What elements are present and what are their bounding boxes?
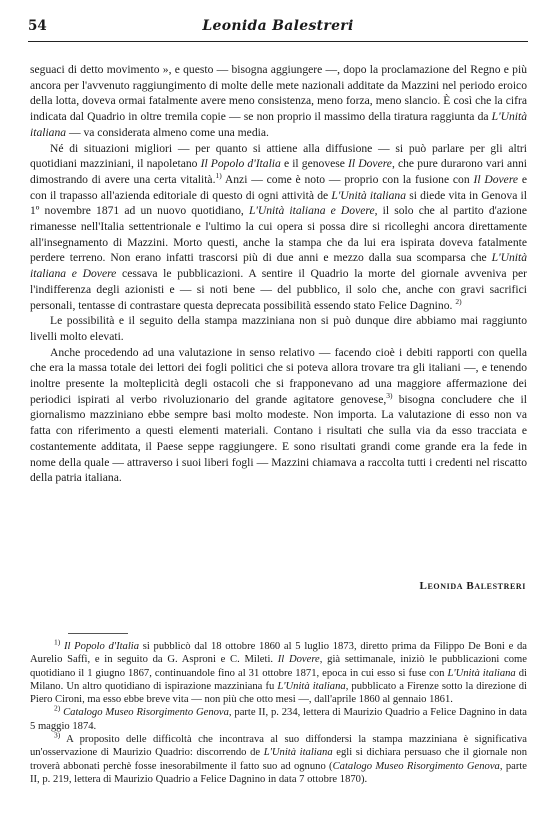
footnote-ref-2: 2) bbox=[455, 296, 462, 306]
footnote-1: $^{1)}$ Il Popolo d'Italia si pubblicò dal 18 ottobre 1860 al 5 luglio 1873, diretto prima da Filippo De Boni e da Aurelio Saffi, e in seguito da G. Asproni e C. Mileti. Il Dovere, già settimanale, iniziò le pubblicazioni come quotidiano il 1 giugno 1867, continuandole fino al 31 ottobre 1871, epoca in cui esso si fuse con L'Unità italiana di Milano. Un altro quotidiano di ispirazione mazziniana fu L'Unità italiana, pubblicato a Firenze sotto la direzione di Piero Cironi, ma esso ebbe breve vita — non più che otto mesi —, dall'aprile 1860 al gennaio 1861. bbox=[30, 637, 528, 706]
author-signature: Leonida Balestreri bbox=[419, 580, 526, 592]
footnote-ref-1: 1) bbox=[215, 171, 222, 181]
paragraph-1: seguaci di detto movimento », e questo — bisogna aggiungere —, dopo la proclamazione del Regno e più ancora per l'avvenuto raggiungimento di molte delle mete nazionali additate da Mazzini nel periodo eroico della lotta, doveva ormai fatalmente avere meno consistenza, meno forza, meno slancio. È così che la cifra indicata dal Quadrio in oltre tremila copie — se non proprio il massimo della tiratura raggiunta da L'Unità italiana — va considerata almeno come una media. bbox=[30, 63, 527, 139]
paragraph-2: Né di situazioni migliori — per quanto si attiene alla diffusione — si può parlare per gli altri quotidiani mazziniani, il napoletano Il Popolo d'Italia e il genovese Il Dovere, che pure durarono vari anni dimostrando di avere una certa vitalità.$^{1)}$ Anzi — come è noto — proprio con la fusione con Il Dovere e con il trapasso all'azienda editoriale di questo di ogni attività de L'Unità italiana si diede vita in Genova il 1º novembre 1871 ad un nuovo quotidiano, L'Unità italiana e Dovere, il solo che al partito d'azione rimanesse nell'Italia settentrionale e l'ultimo la cui opera si possa dire si ricolleghi ancora direttamente all'insegnamento di Mazzini. Morto questi, anche la stampa che da lui era ispirata doveva fatalmente perdere terreno. Non erano infatti trascorsi più di due anni e mezzo dalla sua scomparsa che L'Unità italiana e Dovere cessava le pubblicazioni. A sentire il Quadrio la morte del giornale avveniva per l'indifferenza degli azionisti e — si noti bene — del pubblico, il solo che, anche con gravi sacrifici personali, tentasse di contrastare questa deprecata possibilità essendo stato Felice Dagnino. $^{2)}$ bbox=[30, 141, 528, 312]
page-number: 54 bbox=[28, 18, 47, 34]
footnotes bbox=[30, 637, 528, 786]
footnote-rule bbox=[68, 633, 128, 634]
page-header bbox=[28, 18, 528, 38]
main-text bbox=[30, 62, 527, 486]
header-rule bbox=[28, 41, 528, 42]
footnote-ref-3: 3) bbox=[386, 390, 393, 400]
paragraph-4: Anche procedendo ad una valutazione in senso relativo — facendo cioè i debiti rapporti con quella che era la massa totale dei lettori dei fogli politici che si poteva allora trovare tra gli italiani —, e tenendo inoltre presente la molteplicità degli ostacoli che si frapponevano ad una maggiore affermazione dei periodici ispirati al verbo rivoluzionario del grande agitatore genovese,$^{3)}$ bisogna concludere che il giornalismo mazziniano ebbe sempre basi molto modeste. Non importa. La valutazione di esso non va fatta con riferimento a questi elementi materiali. Contano i risultati che sulla via da esso tracciata e costantemente additata, il Paese seppe raggiungere. E sono risultati grandi come grande era la fede in nome della quale — attraverso i suoi liberi fogli — Mazzini chiamava a raccolta tutti i credenti nel riscatto della patria italiana. bbox=[30, 345, 527, 485]
footnote-3: $^{3)}$ A proposito delle difficoltà che incontrava al suo diffondersi la stampa mazziniana è significativa un'osservazione di Maurizio Quadrio: discorrendo de L'Unità italiana egli si dichiara persuaso che il giornale non troverà abbonati perchè fosse inesorabilmente il fatto suo ad ognuno (Catalogo Museo Risorgimento Genova, parte II, p. 219, lettera di Maurizio Quadrio a Felice Dagnino in data 7 ottobre 1870). bbox=[30, 730, 528, 785]
footnote-2: $^{2)}$ Catalogo Museo Risorgimento Genova, parte II, p. 234, lettera di Maurizio Quadrio a Felice Dagnino in data 5 maggio 1874. bbox=[30, 703, 527, 732]
running-title: Leonida Balestreri bbox=[202, 18, 354, 34]
paragraph-3: Le possibilità e il seguito della stampa mazziniana non si può dunque dire abbiamo mai raggiunto livelli molto elevati. bbox=[30, 314, 527, 343]
